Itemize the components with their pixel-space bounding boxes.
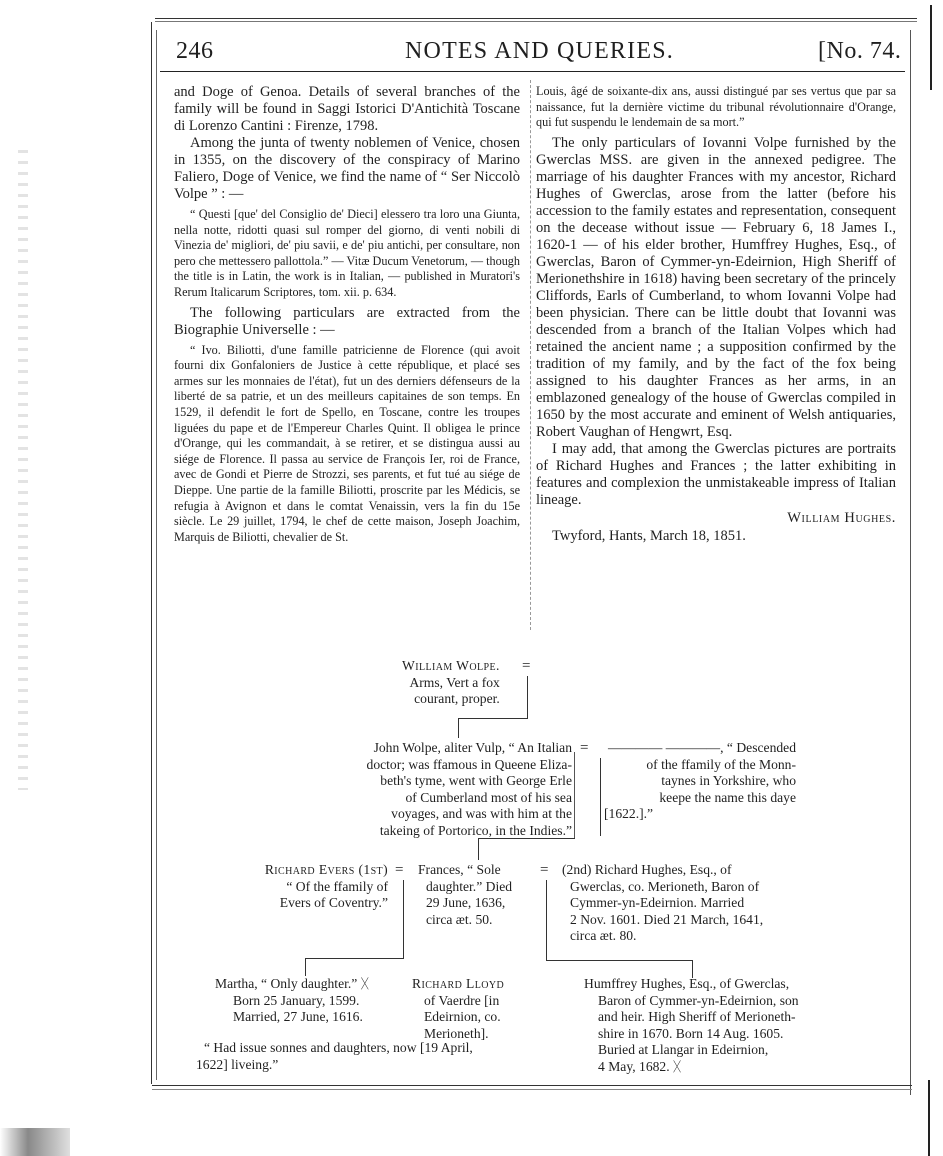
top-border bbox=[155, 18, 917, 19]
pedigree-line: beth's tyme, went with George Erle bbox=[380, 773, 572, 788]
quotation: “ Ivo. Biliotti, d'une famille patricienne de Florence (qui avoit fourni dix Gonfaloniers de Justice à cette république, et placé ses armes sur les monnaies de l'état), fut un des derniers défenseurs de la liberté de sa patrie, et un des meilleurs capitaines de son temps. En 1529, il defendit le fort de Spello, en Toscane, contre les troupes liguées du pape et de l'Empereur Charles Quint. Il obligea le prince d'Orange, qui les commandait, à se retirer, et se distingua aussi au siége de Florence. Il passa au service de François Ier, roi de France, avec de Gondi et Pierre de Strozzi, ses parents, et fut tué au siége de Dieppe. Une partie de la famille Biliotti, proscrite par les Médicis, se refugia à Avignon et dans le comtat Venaissin, vers la fin du 15e siècle. Le 29 juillet, 1794, le chef de cette maison, Joseph Joachim, Marquis de Biliotti, chevalier de St. bbox=[174, 342, 520, 544]
pedigree-line bbox=[215, 976, 369, 993]
pedigree-richard-lloyd bbox=[412, 976, 504, 1042]
paragraph: The following particulars are extracted from the Biographie Universelle : — bbox=[174, 304, 520, 338]
marriage-sign: = bbox=[540, 862, 549, 878]
pedigree-line: takeing of Portorico, in the Indies.” bbox=[379, 822, 572, 838]
pedigree-line: 2 Nov. 1601. Died 21 March, 1641, bbox=[570, 911, 764, 927]
pedigree-line: circa æt. 80. bbox=[570, 928, 637, 943]
pedigree-line: Merioneth]. bbox=[424, 1025, 489, 1041]
pedigree-connector bbox=[527, 676, 528, 718]
pedigree-line: Richard Evers (1st) bbox=[264, 862, 388, 877]
pedigree-connector bbox=[478, 838, 575, 839]
pedigree-line: circa æt. 50. bbox=[426, 911, 493, 927]
pedigree-connector bbox=[458, 718, 528, 719]
top-border-inner bbox=[155, 21, 917, 22]
pedigree-line: taynes in Yorkshire, who bbox=[661, 773, 796, 788]
marriage-sign: = bbox=[580, 740, 589, 756]
pedigree-line: Edeirnion, co. bbox=[424, 1009, 501, 1024]
pedigree-wife-monntaynes bbox=[604, 740, 796, 823]
pedigree-issue-note bbox=[196, 1040, 473, 1073]
pedigree-line: Married, 27 June, 1616. bbox=[233, 1009, 363, 1024]
pedigree-richard-hughes bbox=[562, 862, 763, 945]
marriage-sign: = bbox=[395, 862, 404, 878]
pedigree-line: John Wolpe, aliter Vulp, “ An Italian bbox=[373, 740, 572, 755]
pedigree-connector bbox=[458, 718, 459, 738]
pedigree-line: Born 25 January, 1599. bbox=[233, 992, 360, 1008]
scan-artifact bbox=[0, 1128, 70, 1156]
pedigree-line: Arms, Vert a fox bbox=[409, 674, 500, 690]
marriage-symbol: ᚷ bbox=[360, 976, 369, 991]
pedigree-connector bbox=[478, 838, 479, 860]
journal-title: NOTES AND QUERIES. bbox=[405, 38, 674, 64]
pedigree-connector bbox=[546, 960, 692, 961]
margin-speckle bbox=[18, 150, 28, 790]
pedigree-line: (2nd) Richard Hughes, Esq., of bbox=[562, 862, 732, 877]
pedigree-line: Baron of Cymmer-yn-Edeirnion, son bbox=[598, 992, 799, 1008]
paragraph: I may add, that among the Gwerclas pictures are portraits of Richard Hughes and Frances ; the latter exhibiting in features and complexion the unmistakeable impress of Italian lineage. bbox=[536, 440, 896, 508]
pedigree-line: ———— ————, “ Descended bbox=[607, 740, 796, 755]
signature: William Hughes. bbox=[787, 509, 896, 526]
pedigree-line: “ Of the ffamily of bbox=[286, 878, 388, 894]
right-edge-mark bbox=[930, 5, 932, 90]
pedigree-line: 1622] liveing.” bbox=[196, 1056, 279, 1072]
pedigree-line: William Wolpe. bbox=[402, 658, 500, 673]
pedigree-line: shire in 1670. Born 14 Aug. 1605. bbox=[598, 1025, 784, 1041]
pedigree-line: daughter.” Died bbox=[426, 878, 513, 894]
pedigree-william-wolpe bbox=[402, 658, 500, 708]
header-rule bbox=[160, 71, 905, 72]
pedigree-frances bbox=[418, 862, 512, 928]
pedigree-line: Buried at Llangar in Edeirnion, bbox=[598, 1042, 769, 1057]
paragraph: and Doge of Genoa. Details of several branches of the family will be found in Saggi Istorici D'Antichità Toscane di Lorenzo Cantini : Firenze, 1798. bbox=[174, 84, 520, 134]
pedigree-line: of Vaerdre [in bbox=[424, 992, 500, 1008]
pedigree-richard-evers bbox=[246, 862, 388, 912]
pedigree-line: of the ffamily of the Monn- bbox=[646, 756, 796, 772]
bottom-border-inner bbox=[152, 1089, 912, 1090]
paragraph: Among the junta of twenty noblemen of Venice, chosen in 1355, on the discovery of the conspiracy of Marino Faliero, Doge of Venice, we find the name of “ Ser Niccolò Volpe ” : — bbox=[174, 135, 520, 202]
pedigree-martha bbox=[215, 976, 369, 1026]
pedigree-connector bbox=[546, 880, 547, 960]
pedigree-line: of Cumberland most of his sea bbox=[405, 789, 572, 805]
quotation: “ Questi [que' del Consiglio de' Dieci] elessero tra loro una Giunta, nella notte, ridotti quasi sul romper del giorno, di venti nobili di Vinezia de' migliori, de' piu savii, e de' piu antichi, per consultare, non pero che mettessero pallottola.” — Vitæ Ducum Venetorum, — though the title is in Latin, the work is in Italian, — published in Muratori's Rerum Italicarum Scriptores, tom. xii. p. 634. bbox=[174, 207, 520, 299]
pedigree-line: keepe the name this daye bbox=[659, 789, 796, 805]
pedigree-line: Evers of Coventry.” bbox=[279, 895, 388, 910]
pedigree-humffrey-hughes bbox=[584, 976, 799, 1075]
pedigree-line: Humffrey Hughes, Esq., of Gwerclas, bbox=[584, 976, 790, 991]
marriage-sign: = bbox=[522, 658, 531, 674]
pedigree-connector bbox=[600, 758, 601, 836]
pedigree-line bbox=[584, 1059, 799, 1076]
bottom-border bbox=[152, 1085, 912, 1086]
pedigree-line: voyages, and was with him at the bbox=[391, 806, 572, 821]
pedigree-line: 29 June, 1636, bbox=[426, 895, 506, 910]
right-column bbox=[536, 84, 896, 545]
dateline: Twyford, Hants, March 18, 1851. bbox=[552, 527, 746, 544]
pedigree-line-text: 4 May, 1682. bbox=[598, 1058, 670, 1074]
pedigree-line: “ Had issue sonnes and daughters, now [19 April, bbox=[204, 1040, 473, 1055]
page-number: 246 bbox=[176, 38, 214, 64]
pedigree-line: doctor; was ffamous in Queene Eliza- bbox=[366, 756, 572, 772]
pedigree-line: and heir. High Sheriff of Merioneth- bbox=[598, 1009, 796, 1024]
right-edge-mark-lower bbox=[928, 1080, 930, 1156]
pedigree-connector bbox=[305, 958, 306, 976]
pedigree-connector bbox=[574, 752, 575, 838]
pedigree-connector bbox=[403, 880, 404, 958]
marriage-symbol: ᚷ bbox=[673, 1058, 682, 1074]
pedigree-line: Frances, “ Sole bbox=[418, 862, 501, 877]
pedigree-john-wolpe bbox=[316, 740, 572, 839]
pedigree-line-text: Martha, “ Only daughter.” bbox=[215, 976, 358, 991]
left-column bbox=[174, 84, 520, 545]
pedigree-line: Gwerclas, co. Merioneth, Baron of bbox=[570, 878, 760, 894]
left-border bbox=[151, 22, 152, 1084]
pedigree-line: Richard Lloyd bbox=[412, 976, 505, 991]
pedigree-line: Cymmer-yn-Edeirnion. Married bbox=[570, 895, 745, 910]
column-divider bbox=[530, 80, 531, 630]
left-border-inner bbox=[156, 30, 157, 1080]
pedigree-line: [1622.].” bbox=[604, 806, 654, 821]
quotation: Louis, âgé de soixante-dix ans, aussi distingué par ses vertus que par sa naissance, fut la dernière victime du tribunal révolutionnaire d'Orange, qui fut suspendu le lendemain de sa mort.” bbox=[536, 84, 896, 130]
paragraph: The only particulars of Iovanni Volpe furnished by the Gwerclas MSS. are given in the annexed pedigree. The marriage of his daughter Frances with my ancestor, Richard Hughes of Gwerclas, arose from the latter (before his accession to the family estates and representation, consequent on the decease without issue — February 6, 18 James I., 1620-1 — of his elder brother, Humffrey Hughes, Esq., of Gwerclas, Baron of Cymmer-yn-Edeirnion, High Sheriff of Merionethshire in 1618) having been secretary of the princely Cliffords, Earls of Cumberland, to whom Iovanni Volpe had been physician. There can be little doubt that Iovanni was descended from a branch of the Italian Volpes which had retained the ancient name ; a supposition confirmed by the tradition of my family, and by the fact of the fox being assigned to his daughter Frances as her arms, in an emblazoned genealogy of the house of Gwerclas compiled in 1650 by the most accurate and eminent of Welsh antiquaries, Robert Vaughan of Hengwrt, Esq. bbox=[536, 134, 896, 440]
pedigree-line: courant, proper. bbox=[414, 691, 500, 706]
pedigree-connector bbox=[305, 958, 404, 959]
issue-number: [No. 74. bbox=[818, 38, 902, 64]
right-border bbox=[910, 30, 911, 1095]
